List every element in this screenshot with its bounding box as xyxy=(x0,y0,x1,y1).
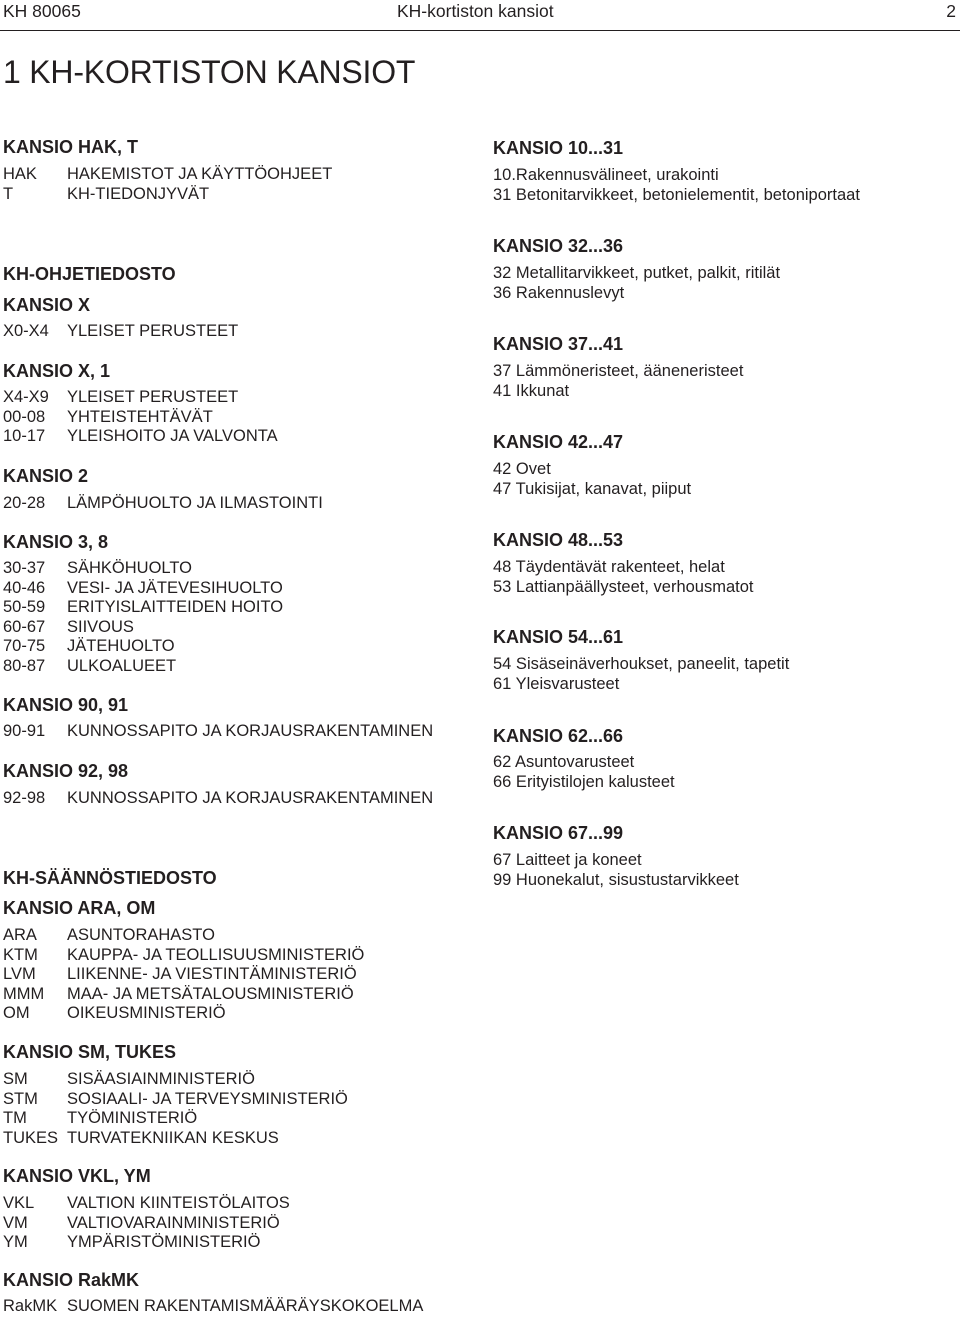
section-heading: KANSIO 2 xyxy=(3,466,89,486)
code-label: TM xyxy=(3,1109,27,1127)
item-line: 61 Yleisvarusteet xyxy=(493,674,620,693)
item-line: 37 Lämmöneristeet, ääneneristeet xyxy=(493,362,744,380)
item-list xyxy=(493,558,754,597)
code-description: TYÖMINISTERIÖ xyxy=(67,1109,198,1127)
code-label: SM xyxy=(3,1070,28,1088)
code-row xyxy=(3,1233,290,1253)
code-row xyxy=(3,427,278,447)
code-list xyxy=(3,789,433,809)
section-heading: KANSIO 32...36 xyxy=(493,236,624,256)
code-description: OIKEUSMINISTERIÖ xyxy=(67,1004,226,1022)
code-list xyxy=(3,1070,348,1148)
code-description: TURVATEKNIIKAN KESKUS xyxy=(67,1128,279,1147)
section-heading: KANSIO 92, 98 xyxy=(3,761,129,781)
file-heading: KH-SÄÄNNÖSTIEDOSTO xyxy=(3,868,217,888)
code-row xyxy=(3,722,433,742)
code-description: ULKOALUEET xyxy=(67,656,177,675)
code-list xyxy=(3,494,323,514)
section-heading: KANSIO 54...61 xyxy=(493,627,624,647)
item-line: 10.Rakennusvälineet, urakointi xyxy=(493,166,719,184)
code-description: SISÄASIAINMINISTERIÖ xyxy=(67,1070,255,1088)
item-list xyxy=(493,166,860,205)
item-line: 53 Lattianpäällysteet, verhousmatot xyxy=(493,577,754,596)
item-line: 54 Sisäseinäverhoukset, paneelit, tapetit xyxy=(493,655,790,673)
item-line: 47 Tukisijat, kanavat, piiput xyxy=(493,479,692,498)
code-row xyxy=(3,598,283,618)
code-row xyxy=(3,965,364,985)
section-heading: KANSIO 42...47 xyxy=(493,432,624,452)
code-description: SIIVOUS xyxy=(67,617,134,636)
code-label: TUKES xyxy=(3,1128,59,1147)
section-heading: KANSIO 67...99 xyxy=(493,823,624,843)
item-line: 31 Betonitarvikkeet, betonielementit, betoniportaat xyxy=(493,185,860,204)
code-row xyxy=(3,494,323,514)
code-description: JÄTEHUOLTO xyxy=(67,637,175,655)
item-list xyxy=(493,362,743,401)
code-label: X4-X9 xyxy=(3,388,49,406)
code-label: 10-17 xyxy=(3,427,46,445)
item-line: 99 Huonekalut, sisustustarvikkeet xyxy=(493,870,739,889)
code-description: HAKEMISTOT JA KÄYTTÖOHJEET xyxy=(67,165,333,183)
code-label: 40-46 xyxy=(3,578,46,597)
code-label: 90-91 xyxy=(3,722,46,740)
section-heading: KANSIO X, 1 xyxy=(3,361,111,381)
code-row xyxy=(3,1297,423,1317)
code-description: KUNNOSSAPITO JA KORJAUSRAKENTAMINEN xyxy=(67,722,434,740)
section-heading: KANSIO VKL, YM xyxy=(3,1166,151,1186)
code-label: MMM xyxy=(3,984,45,1003)
code-description: YLEISET PERUSTEET xyxy=(67,322,239,340)
code-description: YLEISHOITO JA VALVONTA xyxy=(67,427,278,445)
item-list xyxy=(493,851,739,890)
code-row xyxy=(3,618,283,638)
code-row xyxy=(3,579,283,599)
item-line: 42 Ovet xyxy=(493,460,551,478)
code-label: LVM xyxy=(3,965,36,983)
code-row xyxy=(3,1090,348,1110)
code-list xyxy=(3,1194,290,1253)
code-label: ARA xyxy=(3,926,37,944)
code-description: ERITYISLAITTEIDEN HOITO xyxy=(67,598,284,616)
code-label: T xyxy=(3,184,14,203)
code-row xyxy=(3,165,332,185)
section-heading: KANSIO SM, TUKES xyxy=(3,1042,177,1062)
item-list xyxy=(493,753,675,792)
section-heading: KANSIO ARA, OM xyxy=(3,898,156,918)
code-row xyxy=(3,1214,290,1234)
item-line: 62 Asuntovarusteet xyxy=(493,753,635,771)
code-description: VALTION KIINTEISTÖLAITOS xyxy=(67,1194,290,1212)
code-list xyxy=(3,388,278,447)
code-label: 70-75 xyxy=(3,637,46,655)
code-row xyxy=(3,408,278,428)
code-description: LÄMPÖHUOLTO JA ILMASTOINTI xyxy=(67,494,323,512)
code-list xyxy=(3,559,283,676)
code-description: VESI- JA JÄTEVESIHUOLTO xyxy=(67,578,283,597)
code-label: 50-59 xyxy=(3,598,46,616)
code-description: ASUNTORAHASTO xyxy=(67,926,215,944)
code-row xyxy=(3,1194,290,1214)
code-label: STM xyxy=(3,1089,38,1108)
code-label: 30-37 xyxy=(3,559,46,577)
item-line: 48 Täydentävät rakenteet, helat xyxy=(493,558,725,576)
code-row xyxy=(3,926,364,946)
page-header xyxy=(0,0,960,31)
code-row xyxy=(3,985,364,1005)
code-description: KUNNOSSAPITO JA KORJAUSRAKENTAMINEN xyxy=(67,789,434,807)
code-description: SÄHKÖHUOLTO xyxy=(67,559,192,577)
code-label: VKL xyxy=(3,1194,35,1212)
code-list xyxy=(3,926,364,1024)
code-label: RakMK xyxy=(3,1297,58,1315)
code-label: 80-87 xyxy=(3,656,46,675)
section-heading: KANSIO 90, 91 xyxy=(3,695,129,715)
code-description: LIIKENNE- JA VIESTINTÄMINISTERIÖ xyxy=(67,965,357,983)
section-heading: KANSIO 3, 8 xyxy=(3,532,109,552)
code-row xyxy=(3,1129,348,1149)
code-row xyxy=(3,559,283,579)
section-heading: KANSIO 37...41 xyxy=(493,334,624,354)
code-label: X0-X4 xyxy=(3,322,49,340)
code-label: YM xyxy=(3,1233,28,1251)
section-heading: KANSIO X xyxy=(3,295,91,315)
code-description: SUOMEN RAKENTAMISMÄÄRÄYSKOKOELMA xyxy=(67,1297,424,1315)
file-heading: KH-OHJETIEDOSTO xyxy=(3,264,176,284)
code-row xyxy=(3,1004,364,1024)
code-row xyxy=(3,1109,348,1129)
item-line: 66 Erityistilojen kalusteet xyxy=(493,772,675,791)
section-heading: KANSIO 62...66 xyxy=(493,726,624,746)
code-description: VALTIOVARAINMINISTERIÖ xyxy=(67,1213,280,1232)
doc-code: KH 80065 xyxy=(3,1,81,21)
doc-title: KH-kortiston kansiot xyxy=(397,1,554,21)
code-list xyxy=(3,1297,423,1317)
code-label: 92-98 xyxy=(3,789,46,807)
code-description: MAA- JA METSÄTALOUSMINISTERIÖ xyxy=(67,984,354,1003)
item-list xyxy=(493,655,789,694)
code-description: KH-TIEDONJYVÄT xyxy=(67,184,210,203)
code-row xyxy=(3,1070,348,1090)
section-heading: KANSIO RakMK xyxy=(3,1270,140,1290)
code-label: 20-28 xyxy=(3,494,46,512)
code-description: YLEISET PERUSTEET xyxy=(67,388,239,406)
code-label: HAK xyxy=(3,165,37,183)
page-number: 2 xyxy=(946,1,956,21)
item-line: 41 Ikkunat xyxy=(493,381,570,400)
code-label: 60-67 xyxy=(3,617,46,636)
code-list xyxy=(3,165,332,204)
code-row xyxy=(3,657,283,677)
code-description: KAUPPA- JA TEOLLISUUSMINISTERIÖ xyxy=(67,945,365,964)
code-row xyxy=(3,185,332,205)
code-description: YHTEISTEHTÄVÄT xyxy=(67,407,213,426)
code-description: YMPÄRISTÖMINISTERIÖ xyxy=(67,1233,261,1251)
item-line: 36 Rakennuslevyt xyxy=(493,283,625,302)
code-list xyxy=(3,322,238,342)
code-row xyxy=(3,388,278,408)
code-row xyxy=(3,946,364,966)
page-title: 1 KH-KORTISTON KANSIOT xyxy=(3,54,416,90)
code-list xyxy=(3,722,433,742)
section-heading: KANSIO HAK, T xyxy=(3,137,138,157)
code-row xyxy=(3,789,433,809)
item-list xyxy=(493,460,691,499)
item-list xyxy=(493,264,780,303)
code-row xyxy=(3,637,283,657)
code-label: KTM xyxy=(3,945,38,964)
item-line: 32 Metallitarvikkeet, putket, palkit, ritilät xyxy=(493,264,781,282)
code-label: OM xyxy=(3,1004,30,1022)
item-line: 67 Laitteet ja koneet xyxy=(493,851,642,869)
code-row xyxy=(3,322,238,342)
code-label: 00-08 xyxy=(3,407,46,426)
code-description: SOSIAALI- JA TERVEYSMINISTERIÖ xyxy=(67,1089,348,1108)
code-label: VM xyxy=(3,1213,28,1232)
section-heading: KANSIO 48...53 xyxy=(493,530,624,550)
section-heading: KANSIO 10...31 xyxy=(493,138,624,158)
